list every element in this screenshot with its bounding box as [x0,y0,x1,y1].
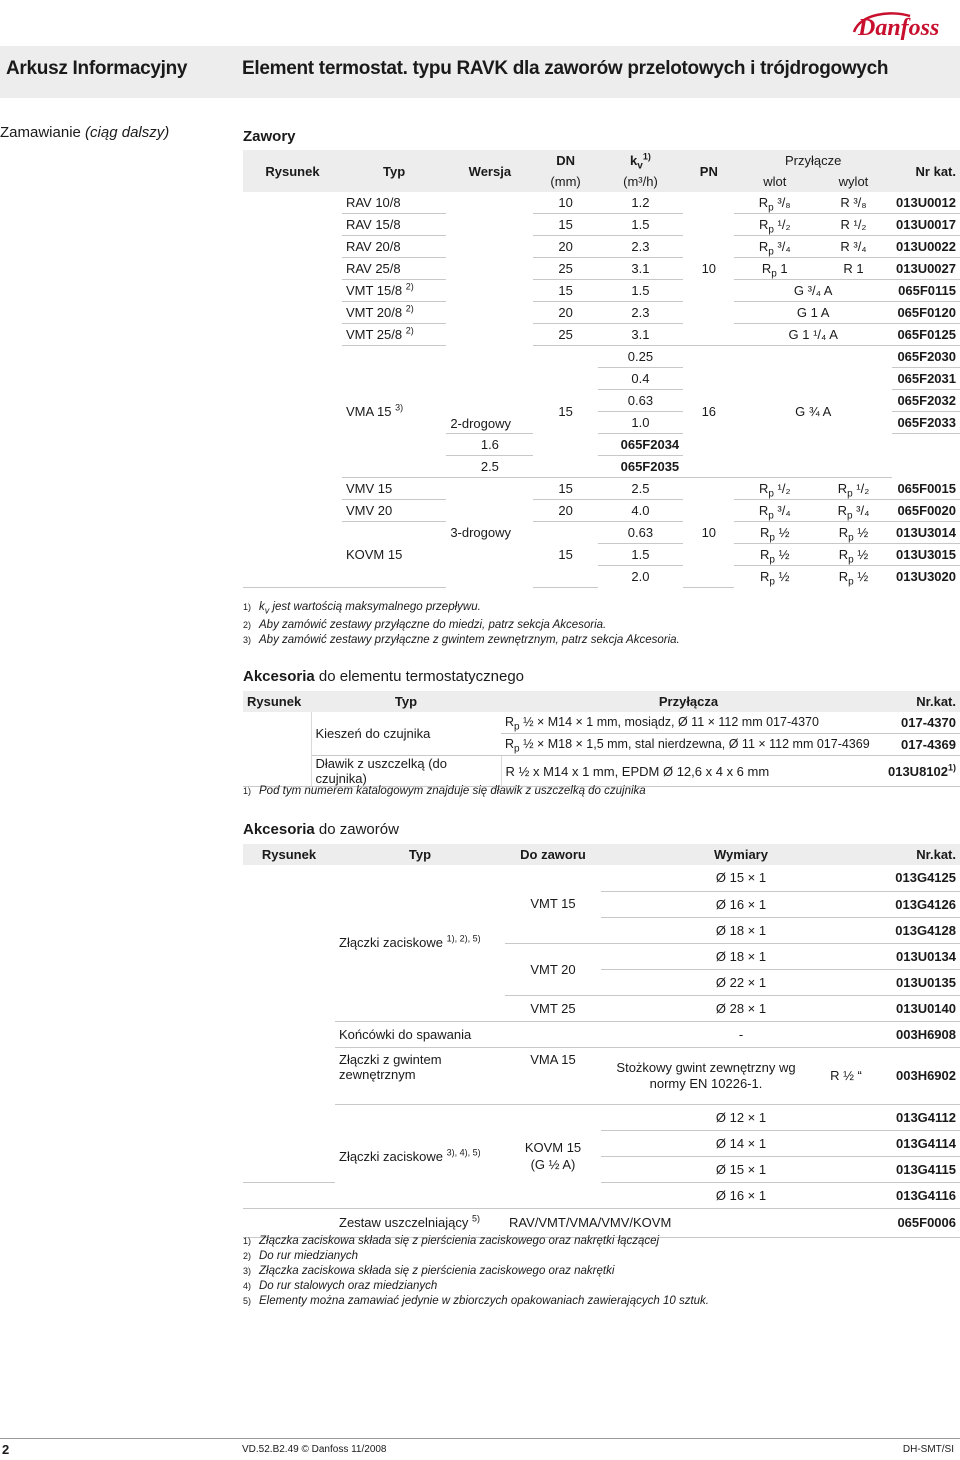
cell-text: p [768,246,774,258]
cell-text: VMT 20/8 [345,305,403,320]
danfoss-logo [850,8,950,42]
cell-text: p [848,576,854,588]
table-row [243,1047,960,1104]
cell-text: 5) [471,1213,480,1224]
cell-text: 4) [243,1281,252,1291]
cell-text: 013G4128 [881,917,960,943]
cell-text: 013G4115 [881,1156,960,1182]
cell-text: RAV 10/8 [342,192,446,214]
table-row [243,865,960,891]
cell-text: Nr.kat. [876,691,960,712]
table-row [243,280,960,302]
cell-text: VMT 25/8 [345,327,403,342]
cell-text: p [847,488,853,500]
cell-text: 3) [243,635,252,646]
cell-text: 065F2034 [598,434,683,456]
cell-text: R [838,525,849,540]
cell-text: G 1 A [734,302,891,324]
cell-text: 017-4370 [876,712,960,734]
table-row [243,500,960,522]
acc-valves-header-row [243,844,960,865]
cell-text: 065F2031 [892,368,960,390]
cell-text: VMT 15/8 [345,283,403,298]
cell-text: Stożkowy gwint zewnętrzny wg normy EN 10226-1. [616,1059,796,1091]
dn-unit: (mm) [533,171,597,192]
cell-text: 3) [395,402,404,413]
cell-text: 1.0 [598,412,683,434]
cell-text: v [637,160,643,172]
cell-text: 5) [243,1296,252,1306]
cell-text: 065F0115 [892,280,960,302]
cell-text: 013G4112 [881,1104,960,1130]
cell-text: Rysunek [243,844,335,865]
cell-text: Zamawianie [0,124,81,141]
cell-text: Złączki z gwintem zewnętrznym [335,1047,505,1104]
cell-text: VMT 20 [505,943,601,995]
cell-text: G ¾ A [734,346,891,478]
col-kv [598,150,683,171]
cell-text: R [760,569,770,584]
acc-elem-table [243,691,960,787]
cell-text: R [505,737,515,751]
cell-text: 013U3014 [892,522,960,544]
cell-text: 017-4369 [876,734,960,756]
cell-text: Akcesoria [243,821,315,838]
table-row [243,192,960,214]
cell-text: Rysunek [243,691,311,712]
cell-text: do elementu termostatycznego [314,668,525,685]
valves-footnotes [243,600,680,648]
table-row [243,1104,960,1130]
cell-text: 15 [533,522,597,588]
cell-text: 013G4116 [881,1182,960,1208]
cell-text: VMA 15 [345,404,392,419]
cell-text: 3) [243,1266,252,1276]
cell-text: 003H6908 [881,1021,960,1047]
cell-text: 15 [533,280,597,302]
cell-text: v [264,605,270,616]
cell-text: KOVM 15 [524,1140,582,1155]
col-typ: Typ [342,150,446,192]
cell-text: ½ [778,525,790,540]
table-row [243,478,960,500]
cell-text: ³/₈ [777,195,791,210]
pn-10b-cell: 10 [683,478,734,588]
footnote [243,1234,709,1249]
cell-text: R ½ “ [830,1068,862,1083]
cell-text: G ³/₄ A [734,280,891,302]
cell-text: 1) [243,602,252,612]
table-row [243,214,960,236]
cell-text: Złączki zaciskowe [339,1148,444,1164]
cell-text: 2.5 [598,478,683,500]
cell-text: Końcówki do spawania [335,1021,505,1047]
cell-text: Ø 22 × 1 [601,969,881,995]
cell-text: 065F0006 [881,1208,960,1237]
page-number: 2 [2,1442,10,1457]
table-row [243,1021,960,1047]
cell-text: R ³/₄ [815,236,892,258]
cell-text: jest wartością maksymalnego przepływu. [269,601,481,613]
col-rysunek: Rysunek [243,150,342,192]
cell-text: 2.3 [598,236,683,258]
cell-text: Ø 28 × 1 [601,995,881,1021]
col-przylacze: Przyłącze [734,150,891,171]
cell-text: Ø 15 × 1 [601,1156,881,1182]
valves-header-row [243,150,960,171]
cell-text: - [601,1021,881,1047]
cell-text: Przyłącza [501,691,876,712]
cell-text: p [768,202,774,214]
cell-text: 3.1 [598,324,683,346]
table-row [243,236,960,258]
cell-text: Typ [335,844,505,865]
valves-title: Zawory [243,128,296,145]
cell-text: 20 [533,302,597,324]
cell-text: Dławik z uszczelką (do czujnika) [311,756,501,787]
cell-text: Pod tym numerem katalogowym znajduje się dławik z uszczelką do czujnika [259,785,646,797]
cell-text: 003H6902 [881,1047,960,1104]
cell-text: R ¹/₂ [815,214,892,236]
cell-text: Wymiary [601,844,881,865]
cell-text: Do rur stalowych oraz miedzianych [259,1280,438,1292]
cell-text: 2) [405,325,414,336]
cell-text: 013U0027 [892,258,960,280]
cell-text: 2.5 [446,456,533,478]
cell-text: ³/₄ [777,239,791,254]
cell-text: k [630,153,638,168]
cell-text: 1) [243,1236,252,1246]
cell-text: 065F0020 [892,500,960,522]
cell-text: 065F0015 [892,478,960,500]
cell-text: 1.5 [598,214,683,236]
cell-text: 0.25 [598,346,683,368]
cell-text: 065F0125 [892,324,960,346]
pn-10-cell: 10 [683,192,734,346]
cell-text: 1) [243,786,252,796]
cell-text: RAV 15/8 [342,214,446,236]
table-row [243,712,960,734]
cell-text: ½ [857,525,869,540]
cell-text: 013U0140 [881,995,960,1021]
acc-valves-title [243,821,399,838]
cell-text: ½ [857,569,869,584]
cell-text: Złączki zaciskowe [339,935,444,951]
col-wersja: Wersja [446,150,533,192]
cell-text: 1), 2), 5) [446,933,481,944]
cell-text: R [758,481,769,496]
footer-divider [0,1438,960,1439]
cell-text: VMT 25 [505,995,601,1021]
cell-text: Elementy można zamawiać jedynie w zbiorczych opakowaniach zawierających 10 sztuk. [259,1295,709,1307]
cell-text: 2) [405,281,414,292]
cell-text: 0.4 [598,368,683,390]
cell-text: 013U0017 [892,214,960,236]
cell-text: do zaworów [314,821,399,838]
cell-text: 1.6 [446,434,533,456]
cell-text: 10 [533,192,597,214]
cell-text: VMT 15 [505,865,601,943]
cell-text: p [769,532,775,544]
cell-text: 013U3015 [892,544,960,566]
cell-text: 065F2033 [892,412,960,434]
cell-text: Zestaw uszczelniający [339,1215,469,1230]
acc-elem-header-row [243,691,960,712]
cell-text: R [837,503,847,518]
cell-text: Ø 18 × 1 [601,917,881,943]
cell-text: ¹/₂ [777,481,791,496]
doc-type-title: Arkusz Informacyjny [6,58,188,79]
footnote [243,618,680,633]
cell-text: 15 [533,214,597,236]
cell-text: 1.5 [598,280,683,302]
cell-text: R ½ x M14 x 1 mm, EPDM Ø 12,6 x 4 x 6 mm [501,756,876,787]
cell-text: Aby zamówić zestawy przyłączne z gwintem zewnętrznym, patrz sekcja Akcesoria. [259,634,680,647]
cell-text: G 1 ¹/₄ A [734,324,891,346]
cell-text: p [769,554,775,566]
cell-text: ¹/₂ [856,481,870,496]
cell-text: R [760,547,770,562]
cell-text: 2.3 [598,302,683,324]
cell-text: 3.1 [598,258,683,280]
cell-text: 1) [947,762,956,773]
cell-text: 2) [243,1251,252,1261]
cell-text: p [769,576,775,588]
cell-text: p [514,721,520,733]
cell-text: 25 [533,258,597,280]
logo-wordmark: Danfoss [858,15,940,41]
cell-text: ³/₄ [777,503,791,518]
cell-text: Ø 16 × 1 [601,891,881,917]
cell-text: 0.63 [598,390,683,412]
cell-text: R [505,715,515,729]
header-left-band [0,46,230,98]
acc-valves-footnotes [243,1234,709,1309]
acc-valves-table [243,844,960,1238]
cell-text: Typ [311,691,501,712]
footnote [243,1279,709,1294]
cell-text: ³/₄ [856,503,870,518]
cell-text: RAV/VMT/VMA/VMV/KOVM [505,1208,881,1237]
cell-text: p [768,488,774,500]
wersja-3-cell: 3-drogowy [450,525,512,540]
cell-text: VMV 20 [342,500,446,522]
department-code: DH-SMT/SI [902,1444,954,1455]
cell-text: Ø 12 × 1 [601,1104,881,1130]
cell-text: 2) [243,620,252,631]
cell-text: R [837,481,848,496]
table-row [243,258,960,280]
cell-text: Nr.kat. [881,844,960,865]
table-row [243,302,960,324]
cell-text: p [771,268,777,280]
cell-text: 1 [780,261,788,276]
col-wylot: wylot [815,171,892,192]
cell-text: ½ × M14 × 1 mm, mosiądz, Ø 11 × 112 mm 017-4370 [519,715,819,729]
col-pn: PN [683,150,734,192]
cell-text: ½ × M18 × 1,5 mm, stal nierdzewna, Ø 11 × 112 mm 017-4369 [519,737,870,751]
footer [0,1440,960,1460]
cell-text: Złączka zaciskowa składa się z pierścienia zaciskowego oraz nakrętki łączącej [259,1235,660,1247]
cell-text: ½ [778,569,790,584]
cell-text: R [758,239,769,254]
cell-text: 15 [533,346,597,478]
cell-text: Złączka zaciskowa składa się z pierścienia zaciskowego oraz nakrętki [259,1265,615,1277]
valves-table [243,150,960,588]
footnote [243,1264,709,1279]
cell-text: R [758,503,769,518]
table-row [243,522,960,544]
col-nr: Nr kat. [892,150,960,192]
cell-text: p [848,554,854,566]
cell-text: 065F2035 [598,456,683,478]
col-dn: DN [533,150,597,171]
cell-text: 1.2 [598,192,683,214]
cell-text: Do rur miedzianych [259,1250,359,1262]
cell-text: 013U0134 [881,943,960,969]
cell-text: p [514,743,520,755]
cell-text: 4.0 [598,500,683,522]
cell-text: 1) [642,151,651,162]
cell-text: VMV 15 [342,478,446,500]
footnote [243,600,680,618]
cell-text: 065F0120 [892,302,960,324]
cell-text: 013G4126 [881,891,960,917]
cell-text: RAV 25/8 [342,258,446,280]
col-wlot: wlot [734,171,815,192]
cell-text: 1.5 [598,544,683,566]
cell-text: 065F2032 [892,390,960,412]
header-right-band [230,46,960,98]
acc-elem-title [243,668,524,685]
cell-text: 013U0012 [892,192,960,214]
cell-text: p [768,224,774,236]
table-row [243,346,960,368]
rysunek-cell [243,192,342,587]
cell-text: 2.0 [631,569,650,584]
cell-text: ¹/₂ [777,217,791,232]
acc-elem-footnote [243,784,646,799]
pn-16-cell: 16 [683,346,734,478]
kv-unit: (m³/h) [598,171,683,192]
table-row [243,324,960,346]
cell-text: 20 [533,500,597,522]
cell-text: p [846,510,853,522]
cell-text: VMA 15 [505,1047,601,1104]
cell-text: 013U0022 [892,236,960,258]
wersja-2-cell: 2-drogowy [446,192,533,434]
cell-text: 25 [533,324,597,346]
cell-text: 013U0135 [881,969,960,995]
cell-text: Akcesoria [243,668,315,685]
cell-text: 013G4114 [881,1130,960,1156]
cell-text: Ø 14 × 1 [601,1130,881,1156]
cell-text: Ø 15 × 1 [601,865,881,891]
footnote [243,1249,709,1264]
doc-main-title: Element termostat. typu RAVK dla zaworów przelotowych i trójdrogowych [242,58,889,79]
cell-text: (G ½ A) [530,1157,576,1172]
cell-text: R ³/₈ [815,192,892,214]
cell-text: 013G4125 [881,865,960,891]
cell-text: ½ [857,547,869,562]
cell-text: p [768,510,774,522]
table-row [243,756,960,787]
cell-text: R [838,547,849,562]
cell-text: k [259,601,265,613]
cell-text: KOVM 15 [342,522,446,588]
cell-text: 15 [533,478,597,500]
section-label: Zamawianie (ciąg dalszy) [0,124,170,141]
cell-text: R 1 [815,258,892,280]
cell-text: p [848,532,854,544]
cell-text: R [758,217,769,232]
cell-text: R [760,525,770,540]
footnote [243,1294,709,1309]
cell-text: Do zaworu [505,844,601,865]
cell-text: Ø 18 × 1 [601,943,881,969]
footnote [243,633,680,648]
table-row [243,1208,960,1237]
doc-reference: VD.52.B2.49 © Danfoss 11/2008 [242,1444,387,1455]
cell-text: 0.63 [598,522,683,544]
cell-text: Ø 16 × 1 [601,1182,881,1208]
cell-text: 2) [405,303,414,314]
cell-text: R [761,261,772,276]
cell-text: 013U3020 [896,569,956,584]
cell-text: Aby zamówić zestawy przyłączne do miedzi, patrz sekcja Akcesoria. [259,619,607,632]
cell-text: 065F2030 [892,346,960,368]
cell-text: Kieszeń do czujnika [311,712,501,756]
cell-text: RAV 20/8 [342,236,446,258]
cell-text: R [758,195,769,210]
cell-text: R [838,569,849,584]
cell-text: 20 [533,236,597,258]
cell-text: ½ [778,547,790,562]
cell-text: 013U8102 [887,763,948,779]
cell-text: 3), 4), 5) [446,1147,481,1158]
